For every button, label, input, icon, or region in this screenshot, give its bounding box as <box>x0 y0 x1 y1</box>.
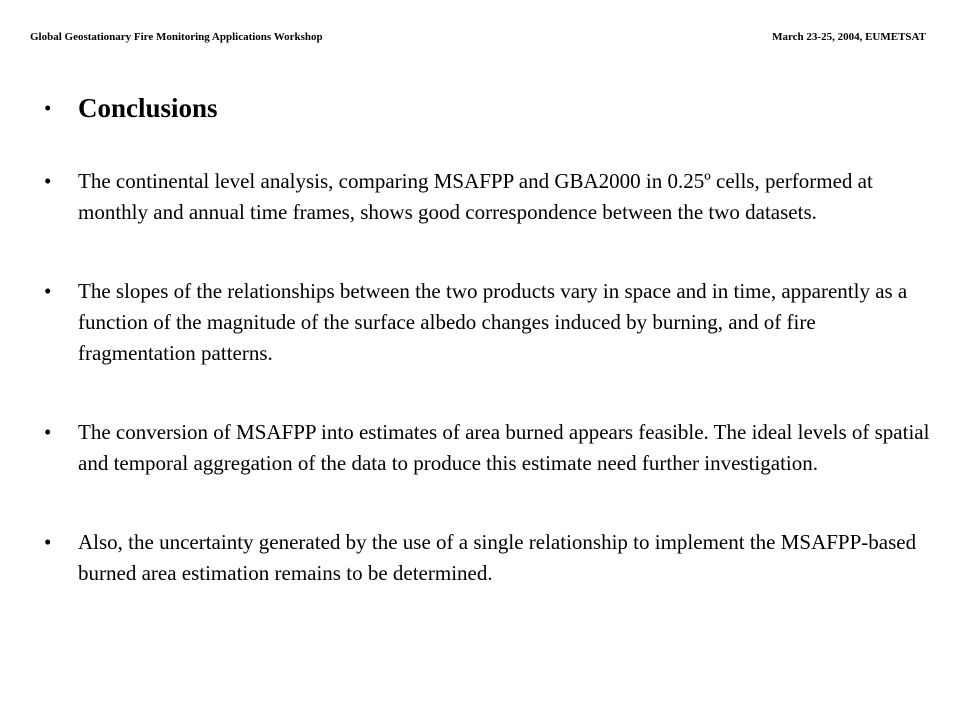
bullet-icon: • <box>44 169 52 193</box>
bullet-text: The continental level analysis, comparing MSAFPP and GBA2000 in 0.25º cells, performed at monthly and annual time frames, shows good correspondence between the two datasets. <box>78 169 873 224</box>
bullet-text: Also, the uncertainty generated by the use of a single relationship to implement the MSAFPP-based burned area estimation remains to be determined. <box>78 530 917 585</box>
workshop-title: Global Geostationary Fire Monitoring Applications Workshop <box>30 31 323 43</box>
bullet-icon: • <box>44 279 52 303</box>
bullet-icon: • <box>44 96 52 120</box>
title-bullet-row <box>44 88 934 128</box>
workshop-date: March 23-25, 2004, EUMETSAT <box>772 31 926 43</box>
bullet-item <box>44 527 934 589</box>
slide-header <box>30 30 926 44</box>
bullet-item <box>44 166 934 228</box>
bullet-text: The conversion of MSAFPP into estimates of area burned appears feasible. The ideal levels of spatial and temporal aggregation of the data to produce this estimate need further investigation. <box>78 420 930 475</box>
bullet-icon: • <box>44 530 52 554</box>
slide-content <box>44 88 934 589</box>
bullet-icon: • <box>44 420 52 444</box>
bullet-item <box>44 276 934 369</box>
bullet-item <box>44 417 934 479</box>
bullet-text: The slopes of the relationships between the two products vary in space and in time, apparently as a function of the magnitude of the surface albedo changes induced by burning, and of fire fragmentation patterns. <box>78 279 908 365</box>
slide-title: Conclusions <box>78 93 218 123</box>
